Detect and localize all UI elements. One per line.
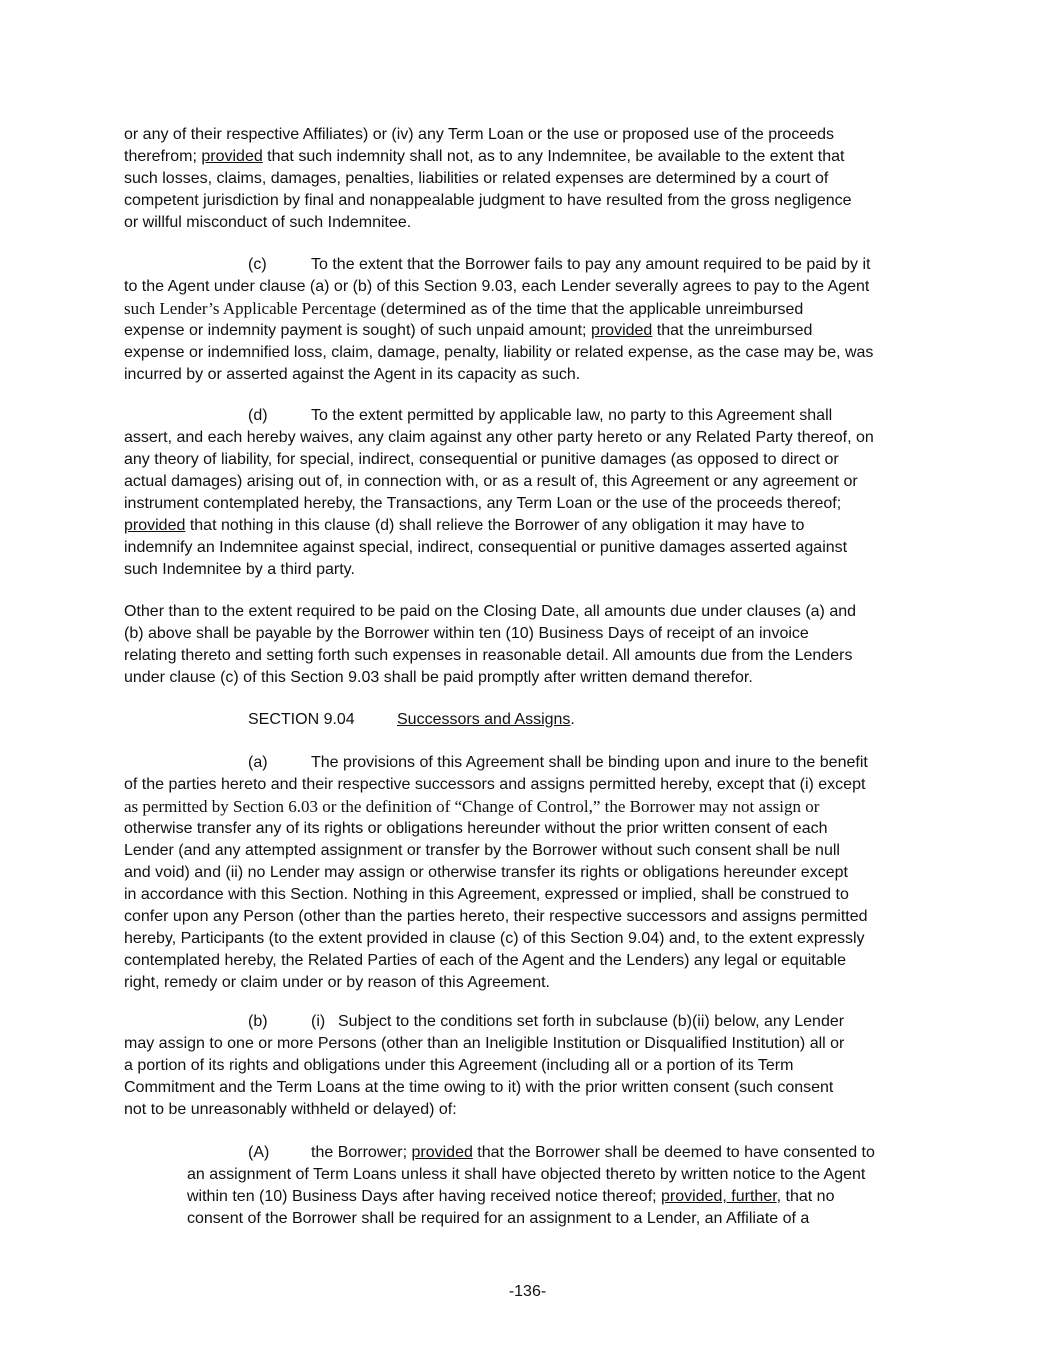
paragraph-A — [187, 1142, 927, 1230]
page-number: -136- — [508, 1283, 547, 1300]
text-line: such losses, claims, damages, penalties, liabilities or related expenses are determined by a court of — [124, 170, 829, 187]
clause-label: (a) — [248, 754, 268, 771]
text-line: within ten (10) Business Days after having received notice thereof; provided, further, that no — [187, 1188, 835, 1205]
section-title: Successors and Assigns — [397, 711, 571, 728]
text-line: contemplated hereby, the Related Parties of each of the Agent and the Lenders) any legal or equitable — [124, 952, 846, 969]
text-line: or willful misconduct of such Indemnitee. — [124, 214, 412, 231]
text-line: therefrom; provided that such indemnity shall not, as to any Indemnitee, be available to the extent that — [124, 148, 845, 165]
clause-label: (A) — [248, 1144, 270, 1161]
text-line: such Lender’s Applicable Percentage (determined as of the time that the applicable unreimbursed — [124, 299, 804, 318]
paragraph-b — [124, 1011, 924, 1121]
section-heading: SECTION 9.04 Successors and Assigns. — [124, 709, 924, 731]
text-line: an assignment of Term Loans unless it shall have objected thereto by written notice to the Agent — [187, 1166, 866, 1183]
text-line: (c) To the extent that the Borrower fails to pay any amount required to be paid by it — [124, 254, 924, 276]
text-line: (A) the Borrower; provided that the Borrower shall be deemed to have consented to — [187, 1142, 927, 1164]
text-line: not to be unreasonably withheld or delayed) of: — [124, 1101, 457, 1118]
provided-further-term: provided, further — [661, 1188, 777, 1205]
text-line: as permitted by Section 6.03 or the definition of “Change of Control,” the Borrower may not assign or — [124, 797, 820, 816]
text-line: and void) and (ii) no Lender may assign or otherwise transfer its rights or obligations hereunder except — [124, 864, 848, 881]
text-line: otherwise transfer any of its rights or obligations hereunder without the prior written consent of each — [124, 820, 828, 837]
text-line: may assign to one or more Persons (other than an Ineligible Institution or Disqualified Institution) all or — [124, 1035, 845, 1052]
text-line: (d) To the extent permitted by applicable law, no party to this Agreement shall — [124, 405, 924, 427]
text-line: provided that nothing in this clause (d) shall relieve the Borrower of any obligation it may have to — [124, 517, 805, 534]
text-line: indemnify an Indemnitee against special, indirect, consequential or punitive damages asserted against — [124, 539, 848, 556]
text-line: Commitment and the Term Loans at the time owing to it) with the prior written consent (such consent — [124, 1079, 834, 1096]
text-line: under clause (c) of this Section 9.03 shall be paid promptly after written demand therefor. — [124, 669, 753, 686]
section-number: SECTION 9.04 — [248, 711, 355, 728]
text-line: expense or indemnity payment is sought) of such unpaid amount; provided that the unreimbursed — [124, 322, 813, 339]
text-line: of the parties hereto and their respective successors and assigns permitted hereby, except that (i) except — [124, 776, 866, 793]
text-line: in accordance with this Section. Nothing in this Agreement, expressed or implied, shall be construed to — [124, 886, 849, 903]
clause-label: (d) — [248, 407, 268, 424]
text-line: such Indemnitee by a third party. — [124, 561, 355, 578]
clause-label: (b) — [248, 1013, 268, 1030]
text-line: competent jurisdiction by final and nonappealable judgment to have resulted from the gross negligence — [124, 192, 852, 209]
text-line: any theory of liability, for special, indirect, consequential or punitive damages (as opposed to direct or — [124, 451, 839, 468]
text-line: a portion of its rights and obligations under this Agreement (including all or a portion of its Term — [124, 1057, 794, 1074]
text-line: actual damages) arising out of, in connection with, or as a result of, this Agreement or any agreement or — [124, 473, 858, 490]
text-line: (b) (i) Subject to the conditions set forth in subclause (b)(ii) below, any Lender — [124, 1011, 924, 1033]
paragraph-indemnity-continuation — [124, 124, 924, 234]
paragraph-payment-timing — [124, 601, 924, 689]
text-line: Lender (and any attempted assignment or transfer by the Borrower without such consent shall be null — [124, 842, 840, 859]
text-line: hereby, Participants (to the extent provided in clause (c) of this Section 9.04) and, to the extent expressly — [124, 930, 865, 947]
text-line: incurred by or asserted against the Agent in its capacity as such. — [124, 366, 581, 383]
text-line: confer upon any Person (other than the parties hereto, their respective successors and assigns permitted — [124, 908, 868, 925]
text-line: or any of their respective Affiliates) or (iv) any Term Loan or the use or proposed use of the proceeds — [124, 126, 835, 143]
text-line: assert, and each hereby waives, any claim against any other party hereto or any Related Party thereof, on — [124, 429, 874, 446]
paragraph-d — [124, 405, 924, 581]
clause-label: (c) — [248, 256, 267, 273]
text-line: right, remedy or claim under or by reason of this Agreement. — [124, 974, 550, 991]
provided-term: provided — [124, 517, 186, 534]
subclause-label: (i) — [311, 1013, 326, 1030]
provided-term: provided — [590, 322, 653, 339]
provided-term: provided — [411, 1144, 473, 1161]
text-line: instrument contemplated hereby, the Transactions, any Term Loan or the use of the proceeds thereof; — [124, 495, 842, 512]
text-line: relating thereto and setting forth such expenses in reasonable detail. All amounts due from the Lenders — [124, 647, 853, 664]
paragraph-c — [124, 254, 924, 386]
text-line: (b) above shall be payable by the Borrower within ten (10) Business Days of receipt of an invoice — [124, 625, 809, 642]
text-line: expense or indemnified loss, claim, damage, penalty, liability or related expense, as the case may be, was — [124, 344, 874, 361]
text-line: consent of the Borrower shall be required for an assignment to a Lender, an Affiliate of a — [187, 1210, 810, 1227]
text-line: Other than to the extent required to be paid on the Closing Date, all amounts due under clauses (a) and — [124, 603, 857, 620]
paragraph-a — [124, 752, 924, 994]
text-line: (a) The provisions of this Agreement shall be binding upon and inure to the benefit — [124, 752, 924, 774]
provided-term: provided — [201, 148, 263, 165]
text-line: to the Agent under clause (a) or (b) of this Section 9.03, each Lender severally agrees to pay to the Agent — [124, 278, 870, 295]
